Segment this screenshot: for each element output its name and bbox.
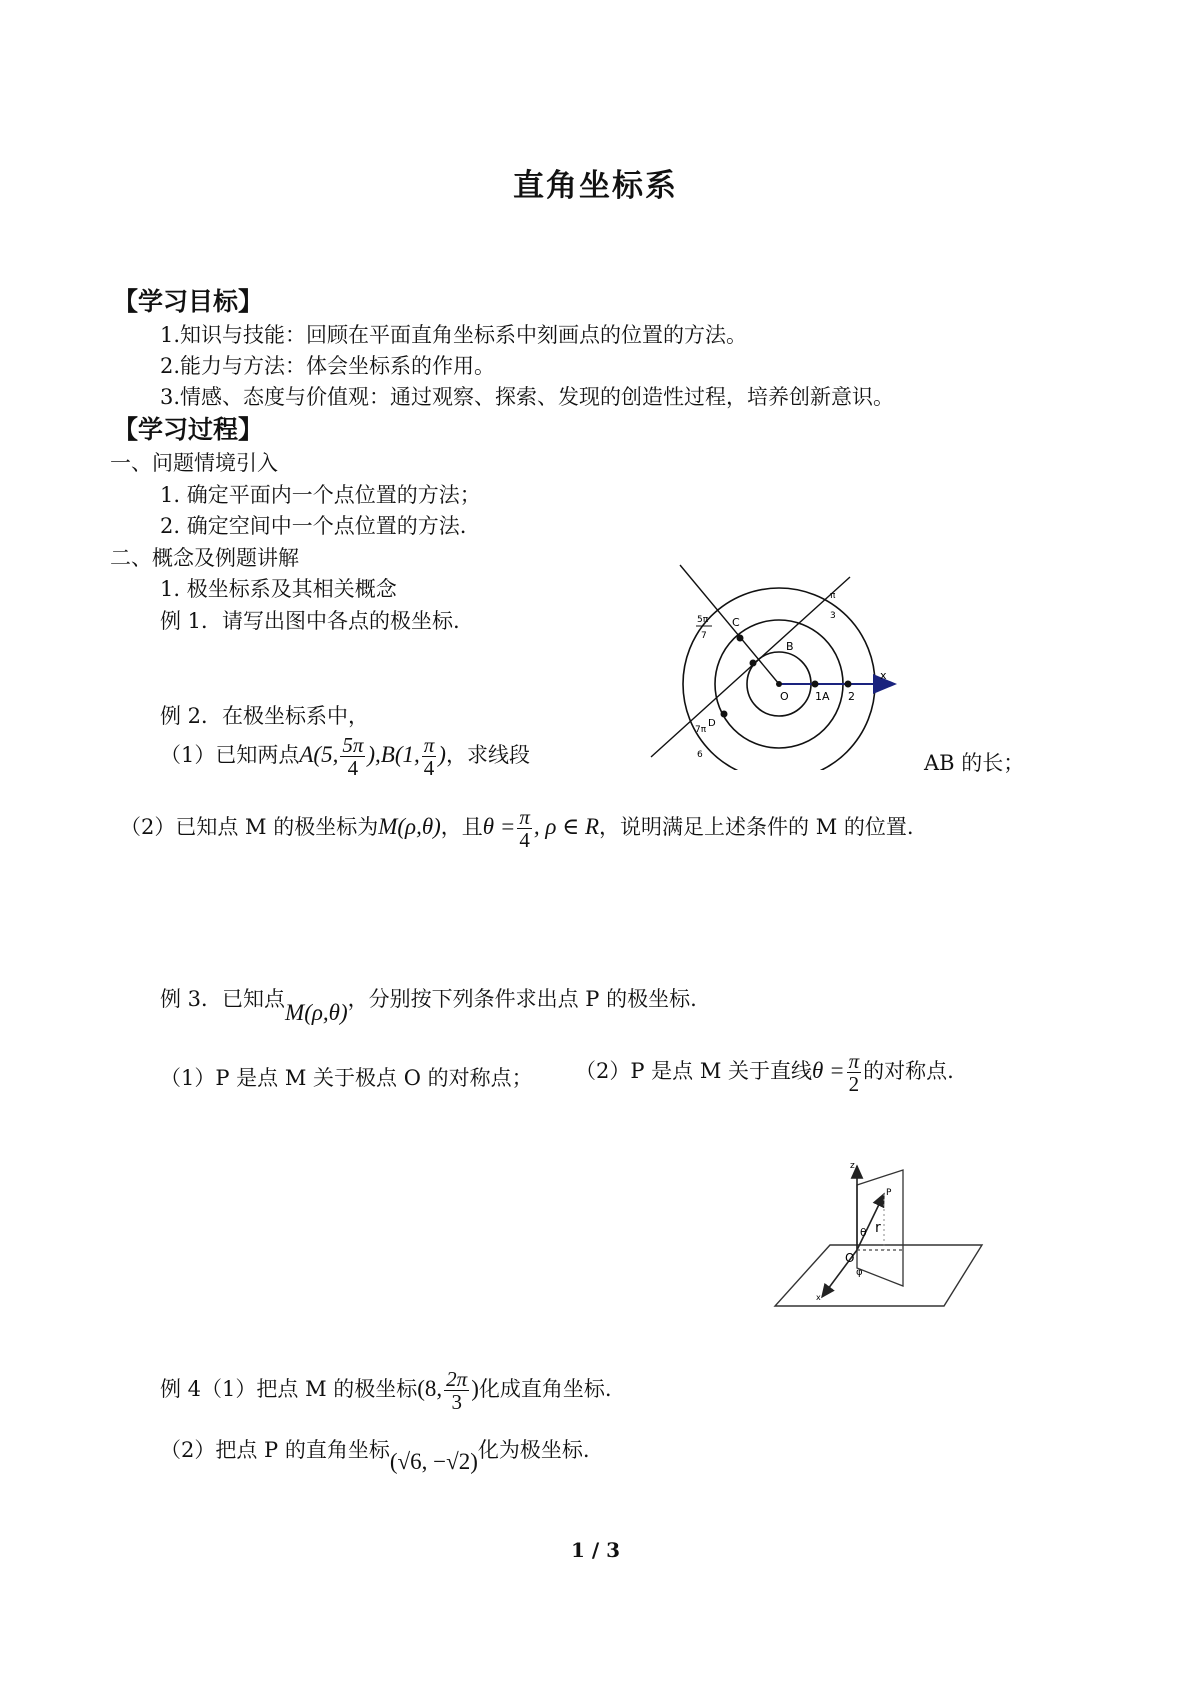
example-3-question-1: （1）P 是点 M 关于极点 O 的对称点； [160, 1066, 533, 1090]
ex3-lead-suffix: ，分别按下列条件求出点 P 的极坐标. [347, 987, 697, 1011]
label-3: 3 [830, 611, 836, 621]
frac-numerator: π [519, 805, 530, 829]
polar-coordinate-figure [630, 555, 910, 770]
ex2-q1-tail: AB 的长； [924, 751, 1025, 775]
ray-5pi-over-7 [680, 565, 779, 684]
ex3-q2-theta: θ = [812, 1058, 845, 1084]
label-phi: φ [856, 1267, 863, 1278]
frac-numerator: 2π [446, 1367, 468, 1391]
ex4-q2-prefix: （2）把点 P 的直角坐标 [160, 1438, 390, 1462]
ex2-q1-prefix: （1）已知两点 [160, 743, 300, 768]
ex3-q2-suffix: 的对称点. [863, 1059, 954, 1084]
label-o: O [845, 1251, 855, 1265]
page-number: 1 / 3 [570, 1538, 621, 1562]
label-theta: θ [860, 1226, 867, 1239]
ex2-q2-theta: θ = [482, 814, 516, 840]
ex4-q2-suffix: 化为极坐标. [477, 1438, 590, 1462]
example-2-question-1 [160, 734, 530, 779]
label-7pi: 7π [695, 725, 707, 735]
ex3-lead: 例 3．已知点 [160, 987, 286, 1011]
ex3-q2-frac [847, 1050, 862, 1095]
frac-denominator: 4 [423, 756, 435, 781]
label-x: x [816, 1293, 821, 1302]
frac-denominator: 2 [848, 1072, 860, 1097]
point-a [812, 681, 819, 688]
ex3-m: M(ρ,θ) [285, 1000, 348, 1025]
ex2-q2-m: M(ρ,θ) [378, 814, 441, 840]
ex2-q1-suffix: ，求线段 [445, 743, 530, 768]
point-d [721, 711, 728, 718]
part2-title: 二、概念及例题讲解 [110, 546, 299, 570]
example-3-lead [160, 983, 697, 1025]
label-o: O [780, 690, 789, 703]
ex2-q2-prefix: （2）已知点 M 的极坐标为 [120, 815, 379, 840]
ex2-q1-frac-b [422, 734, 437, 779]
label-p: P [886, 1188, 892, 1198]
point-two [845, 681, 852, 688]
objective-item: 2.能力与方法：体会坐标系的作用。 [160, 354, 496, 378]
pole-point [776, 681, 782, 687]
ex2-q1-frac-a [340, 734, 365, 779]
ex4-q1-close: ) [471, 1376, 479, 1402]
ex2-q1-point-a: A(5, [299, 742, 339, 768]
objective-item: 1.知识与技能：回顾在平面直角坐标系中刻画点的位置的方法。 [160, 323, 748, 347]
label-5pi: 5π [697, 615, 709, 625]
label-7: 7 [701, 631, 707, 641]
label-d: D [708, 718, 716, 729]
part1-item: 1. 确定平面内一个点位置的方法； [160, 483, 481, 507]
point-c [737, 635, 744, 642]
ex2-q2-frac [517, 806, 532, 851]
example-2-lead: 例 2．在极坐标系中， [160, 704, 370, 728]
objective-item: 3.情感、态度与价值观：通过观察、探索、发现的创造性过程，培养创新意识。 [160, 385, 895, 409]
label-1a: 1A [815, 690, 830, 703]
spherical-coordinate-figure [770, 1155, 990, 1315]
ex2-q2-mid: ，且 [440, 815, 483, 840]
outer-circle [683, 588, 875, 770]
example-1: 例 1．请写出图中各点的极坐标. [160, 609, 460, 633]
frac-numerator: π [423, 733, 435, 757]
frac-denominator: 4 [347, 756, 359, 781]
objectives-heading: 【学习目标】 [113, 287, 264, 316]
ex4-q1-open: (8, [417, 1376, 443, 1402]
line-d-to-pi-over-3 [651, 577, 850, 757]
label-6: 6 [697, 750, 703, 760]
ex2-q2-suffix: ，说明满足上述条件的 M 的位置. [599, 815, 914, 840]
example-2-question-2 [120, 806, 914, 851]
label-pi: π [830, 591, 836, 601]
frac-numerator: 5π [342, 733, 364, 757]
label-2: 2 [848, 690, 855, 703]
ex4-q2-coords: (√6, −√2) [389, 1449, 478, 1474]
ex4-q1-suffix: 化成直角坐标. [478, 1377, 612, 1402]
page-title: 直角坐标系 [513, 168, 678, 204]
example-4-question-1 [160, 1368, 612, 1413]
ex2-q1-point-b: ),B(1, [367, 742, 420, 768]
label-b: B [786, 640, 794, 653]
example-3-question-2 [575, 1050, 954, 1095]
xy-plane [775, 1245, 982, 1306]
ex3-q2-prefix: （2）P 是点 M 关于直线 [575, 1059, 813, 1084]
label-r: r [875, 1220, 881, 1236]
point-b [750, 660, 757, 667]
frac-numerator: π [848, 1049, 860, 1073]
part1-title: 一、问题情境引入 [110, 451, 278, 475]
ex2-q1-close: ) [438, 742, 446, 768]
part2-subtitle: 1. 极坐标系及其相关概念 [160, 577, 397, 601]
frac-denominator: 4 [519, 828, 530, 853]
frac-denominator: 3 [451, 1390, 462, 1415]
label-z: z [850, 1161, 855, 1171]
label-x: x [880, 669, 887, 682]
process-heading: 【学习过程】 [113, 415, 264, 444]
example-4-question-2 [160, 1434, 590, 1474]
ex4-q1-frac [444, 1368, 469, 1413]
ex4-q1-prefix: 例 4（1）把点 M 的极坐标 [160, 1377, 418, 1402]
ex2-q2-rho: , ρ ∈ R [533, 814, 600, 840]
label-c: C [732, 616, 740, 629]
part1-item: 2. 确定空间中一个点位置的方法. [160, 514, 467, 538]
